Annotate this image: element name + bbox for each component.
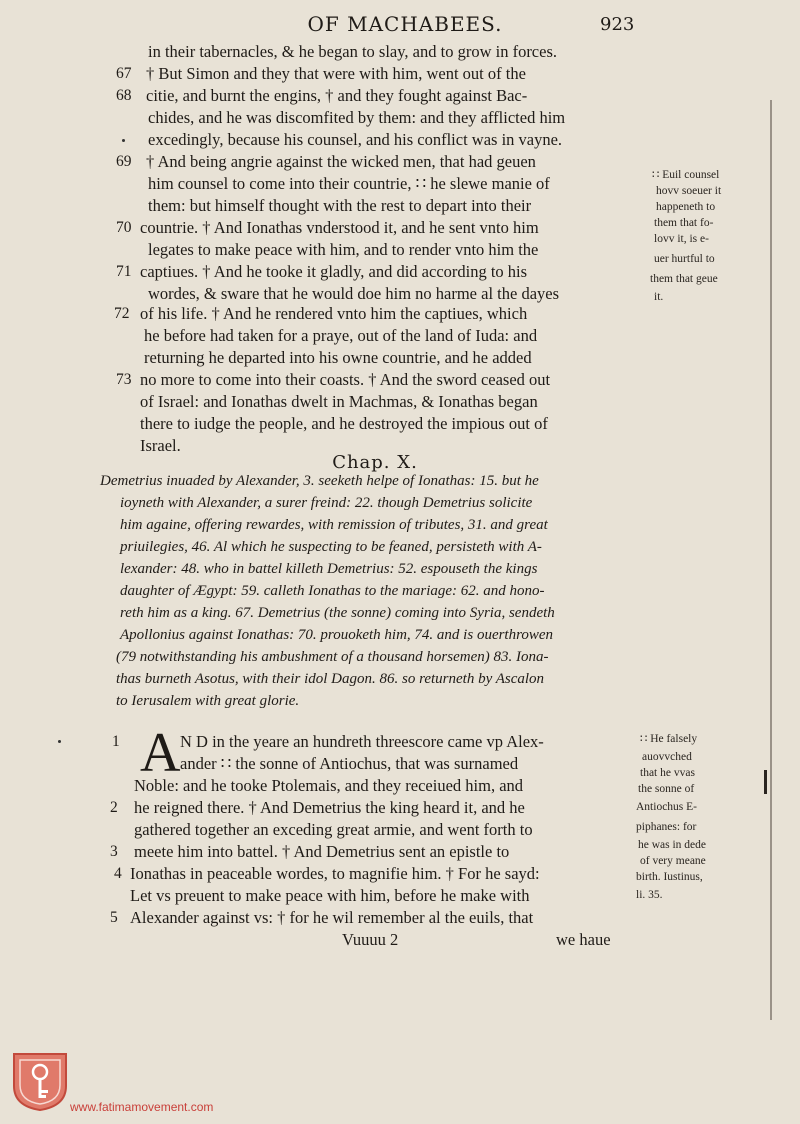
chapter-argument-line: lexander: 48. who in battel killeth Demetrius: 52. espouseth the kings <box>120 561 538 577</box>
margin-note-line: li. 35. <box>636 889 663 901</box>
body-line: † But Simon and they that were with him, went out of the <box>146 64 526 83</box>
chapter-argument-line: priuilegies, 46. Al which he suspecting to be feaned, persisteth with A- <box>120 539 542 555</box>
verse-number: 71 <box>116 263 132 280</box>
chapter-text-line: meete him into battel. † And Demetrius sent an epistle to <box>134 842 510 861</box>
chapter-argument-line: (79 notwithstanding his ambushment of a thousand horsemen) 83. Iona- <box>116 649 549 665</box>
running-head: OF MACHABEES. <box>307 12 503 36</box>
margin-note-line: hovv soeuer it <box>656 185 722 197</box>
margin-note-line: them that fo- <box>654 217 714 229</box>
chapter-text-line: Alexander against vs: † for he wil remember al the euils, that <box>130 908 534 927</box>
margin-tick <box>764 770 767 794</box>
verse-number: 3 <box>110 843 118 860</box>
margin-note-line: uer hurtful to <box>654 253 715 265</box>
chapter-argument-line: daughter of Ægypt: 59. calleth Ionathas to the mariage: 62. and hono- <box>120 583 545 599</box>
margin-note-line: piphanes: for <box>636 821 697 833</box>
margin-note-line: auovvched <box>642 751 692 763</box>
margin-note-line: of very meane <box>640 855 706 867</box>
stray-mark <box>122 139 125 142</box>
body-line: excedingly, because his counsel, and his conflict was in vayne. <box>148 130 563 149</box>
body-line: in their tabernacles, & he began to slay, and to grow in forces. <box>148 42 558 61</box>
body-line: wordes, & sware that he would doe him no harme al the dayes <box>148 284 560 303</box>
verse-number: 70 <box>116 219 132 236</box>
margin-note-line: that he vvas <box>640 767 695 779</box>
chapter-argument-line: thas burneth Asotus, with their idol Dagon. 86. so returneth by Ascalon <box>116 671 545 687</box>
chapter-argument-line: reth him as a king. 67. Demetrius (the sonne) coming into Syria, sendeth <box>120 605 555 621</box>
body-line: of Israel: and Ionathas dwelt in Machmas, & Ionathas began <box>140 392 538 411</box>
margin-note-line: birth. Iustinus, <box>636 871 703 883</box>
chapter-argument-line: Apollonius against Ionathas: 70. prouoketh him, 74. and is ouerthrowen <box>120 627 554 643</box>
chapter-argument-line: to Ierusalem with great glorie. <box>116 693 300 709</box>
margin-note-line: Antiochus E- <box>636 801 698 813</box>
watermark-seal-icon <box>12 1052 68 1112</box>
body-line: chides, and he was discomfited by them: and they afflicted him <box>148 108 566 127</box>
margin-note-line: he was in dede <box>638 839 707 851</box>
drop-cap: A <box>140 722 181 784</box>
chapter-text-line: gathered together an exceding great armie, and went forth to <box>134 820 533 839</box>
verse-number: 2 <box>110 799 118 816</box>
stray-mark <box>58 740 61 743</box>
body-line: citie, and burnt the engins, † and they fought against Bac- <box>146 86 528 105</box>
page-number: 923 <box>600 14 635 35</box>
margin-note-line: it. <box>654 291 664 303</box>
margin-note-line: ∷ Euil counsel <box>652 169 720 181</box>
body-line: legates to make peace with him, and to render vnto him the <box>148 240 539 259</box>
verse-number: 69 <box>116 153 132 170</box>
chapter-text-line: Noble: and he tooke Ptolemais, and they receiued him, and <box>134 776 524 795</box>
margin-note-line: the sonne of <box>638 783 695 795</box>
website-url[interactable]: www.fatimamovement.com <box>70 1100 214 1114</box>
chapter-text-line: Let vs preuent to make peace with him, before he make with <box>130 886 530 905</box>
body-line: countrie. † And Ionathas vnderstood it, and he sent vnto him <box>140 218 539 237</box>
chapter-argument-line: ioyneth with Alexander, a surer freind: 22. though Demetrius solicite <box>120 495 533 511</box>
body-line: Israel. <box>140 436 181 455</box>
verse-number: 68 <box>116 87 132 104</box>
margin-note-line: them that geue <box>650 273 718 285</box>
verse-number: 67 <box>116 65 132 82</box>
body-line: † And being angrie against the wicked men, that had geuen <box>146 152 536 171</box>
chapter-argument-line: him againe, offering rewardes, with remission of tributes, 31. and great <box>120 517 548 533</box>
verse-number: 72 <box>114 305 130 322</box>
margin-note-line: ∷ He falsely <box>640 733 698 745</box>
chapter-text-line: Ionathas in peaceable wordes, to magnifie him. † For he sayd: <box>130 864 540 883</box>
body-line: no more to come into their coasts. † And the sword ceased out <box>140 370 551 389</box>
body-line: him counsel to come into their countrie, ∷ he slewe manie of <box>148 174 550 193</box>
page-edge-rule <box>770 100 772 1020</box>
margin-note-line: lovv it, is e- <box>654 233 709 245</box>
body-line: of his life. † And he rendered vnto him the captiues, which <box>140 304 528 323</box>
verse-number: 73 <box>116 371 132 388</box>
body-line: he before had taken for a praye, out of the land of Iuda: and <box>144 326 538 345</box>
catchword: we haue <box>556 930 611 949</box>
body-line: returning he departed into his owne countrie, and he added <box>144 348 532 367</box>
signature-mark: Vuuuu 2 <box>342 930 399 949</box>
body-line: captiues. † And he tooke it gladly, and did according to his <box>140 262 528 281</box>
chapter-text-line: ander ∷ the sonne of Antiochus, that was surnamed <box>180 754 519 773</box>
verse-number: 4 <box>114 865 122 882</box>
chapter-argument-line: Demetrius inuaded by Alexander, 3. seeketh helpe of Ionathas: 15. but he <box>100 473 539 489</box>
margin-note-line: happeneth to <box>656 201 716 213</box>
verse-number: 5 <box>110 909 118 926</box>
chapter-text-line: he reigned there. † And Demetrius the king heard it, and he <box>134 798 525 817</box>
body-line: them: but himself thought with the rest to depart into their <box>148 196 532 215</box>
chapter-title: Chap. X. <box>332 452 418 473</box>
body-line: there to iudge the people, and he destroyed the impious out of <box>140 414 548 433</box>
chapter-text-line: N D in the yeare an hundreth threescore came vp Alex- <box>180 732 544 751</box>
verse-number: 1 <box>112 733 120 750</box>
